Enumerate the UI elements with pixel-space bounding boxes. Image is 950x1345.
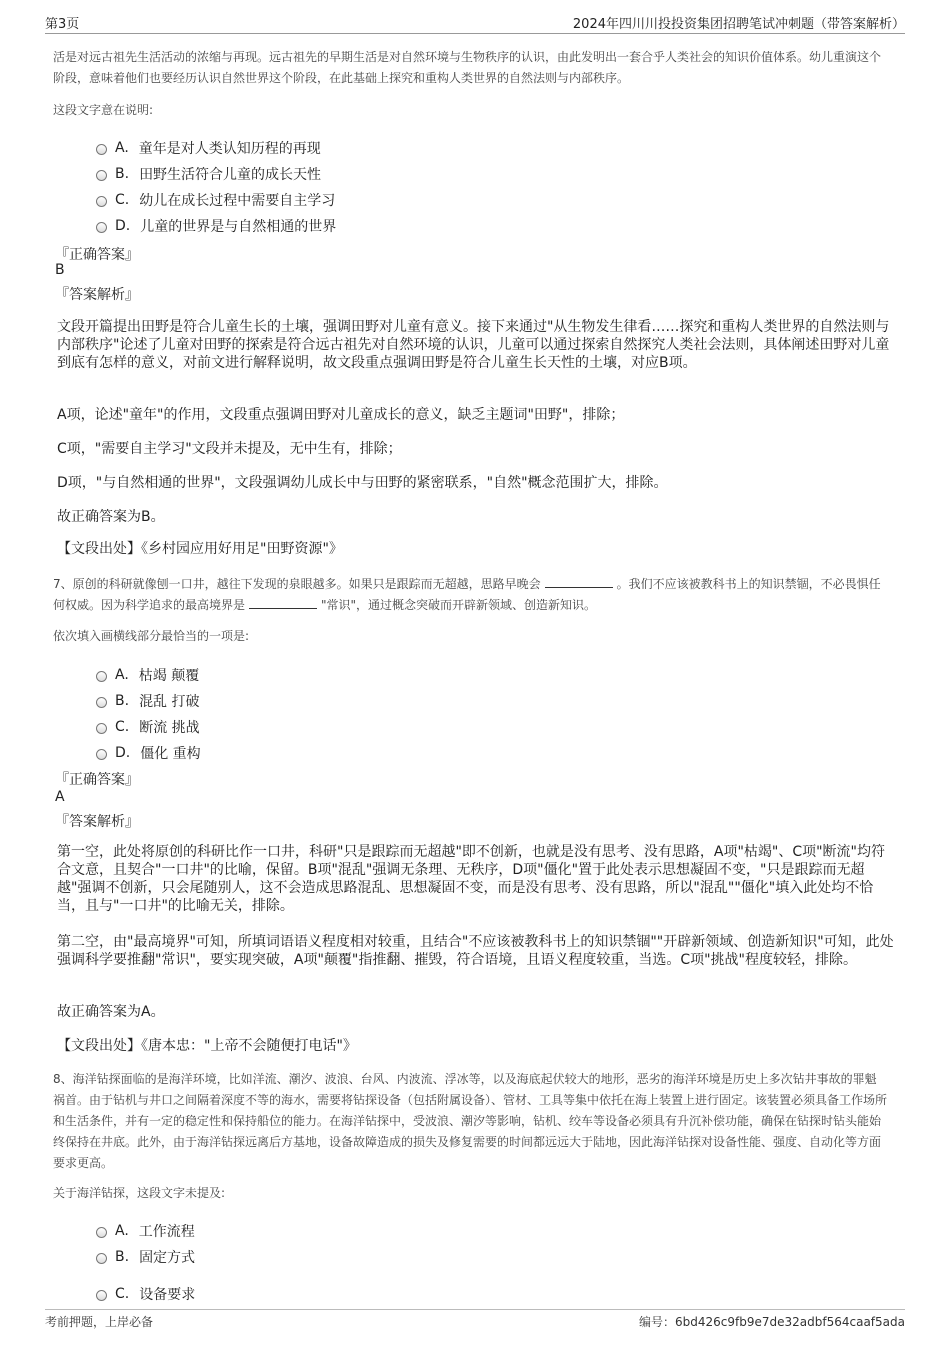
passage-text: 。我们不应该被教科书上的知识禁锢，不必畏惧任何权威。因为科学追求的最高境界是: [53, 577, 881, 612]
option-letter: B.: [115, 693, 130, 709]
q7-prompt: 依次填入画横线部分最恰当的一项是:: [53, 629, 250, 643]
q6-answer: B: [55, 262, 65, 278]
radio-icon[interactable]: [96, 196, 107, 207]
option-text: 断流 挑战: [139, 720, 200, 736]
q7-passage: [53, 574, 888, 616]
option-letter: A.: [115, 1223, 129, 1239]
option-text: 儿童的世界是与自然相通的世界: [140, 219, 337, 235]
q6-analysis-a: A项，论述"童年"的作用，文段重点强调田野对儿童成长的意义，缺乏主题词"田野"，排除；: [57, 407, 625, 423]
option-letter: C.: [115, 1286, 130, 1302]
q6-option-a[interactable]: [96, 138, 321, 158]
q6-option-c[interactable]: [96, 190, 335, 210]
option-text: 田野生活符合儿童的成长天性: [139, 167, 322, 183]
q6-source: 【文段出处】《乡村园应用好用足"田野资源"》: [57, 541, 343, 557]
q8-option-b[interactable]: [96, 1247, 195, 1267]
page-number: 第3页: [45, 17, 80, 32]
radio-icon[interactable]: [96, 723, 107, 734]
radio-icon[interactable]: [96, 671, 107, 682]
q7-source: 【文段出处】《唐本忠："上帝不会随便打电话"》: [57, 1038, 357, 1054]
document-title: 2024年四川川投投资集团招聘笔试冲刺题（带答案解析）: [572, 17, 905, 32]
q6-analysis-main: 文段开篇提出田野是符合儿童生长的土壤，强调田野对儿童有意义。接下来通过"从生物发生律看……探究和重构人类世界的自然法则与内部秩序"论述了儿童对田野的探索是符合远古祖先对自然环境的认识，儿童可以通过探索自然探究人类社会法则，具体阐述田野对儿童到底有怎样的意义，对前文进行解释说明，故文段重点强调田野是符合儿童生长天性的土壤，对应B项。: [57, 319, 890, 371]
blank-1: [545, 577, 613, 588]
radio-icon[interactable]: [96, 1227, 107, 1238]
document-id: 编号：6bd426c9fb9e7de32adbf564caaf5ada: [639, 1315, 905, 1329]
q7-analysis-label: 『答案解析』: [55, 814, 139, 830]
q7-analysis-first: 第一空，此处将原创的科研比作一口井，科研"只是跟踪而无超越"即不创新，也就是没有思考、没有思路，A项"枯竭"、C项"断流"均符合文意，且契合"一口井"的比喻，保留。B项"混乱"强调无条理、无秩序，D项"僵化"置于此处表示思想凝固不变，"只是跟踪而无超越"强调不创新，只会尾随别人，这不会造成思路混乱、思想凝固不变，而是没有思考、没有思路，所以"混乱""僵化"填入此处均不恰当，且与"一口井"的比喻无关，排除。: [57, 844, 885, 914]
option-text: 枯竭 颠覆: [138, 668, 200, 684]
option-text: 设备要求: [139, 1287, 196, 1303]
option-letter: C.: [115, 192, 130, 208]
q6-option-d[interactable]: [96, 216, 336, 236]
footer-divider: [45, 1309, 905, 1310]
option-text: 工作流程: [138, 1224, 195, 1240]
q6-prompt: 这段文字意在说明:: [53, 103, 154, 117]
q8-option-c[interactable]: [96, 1284, 195, 1304]
q6-analysis-d: D项，"与自然相通的世界"，文段强调幼儿成长中与田野的紧密联系，"自然"概念范围扩大，排除。: [57, 475, 668, 491]
q7-option-d[interactable]: [96, 743, 201, 763]
option-text: 童年是对人类认知历程的再现: [138, 141, 321, 157]
passage-text: "常识"，通过概念突破而开辟新领域、创造新知识。: [321, 598, 597, 612]
q7-conclusion: 故正确答案为A。: [57, 1004, 165, 1020]
radio-icon[interactable]: [96, 222, 107, 233]
q7-answer-label: 『正确答案』: [55, 772, 139, 788]
q6-analysis-label: 『答案解析』: [55, 287, 139, 303]
q7-option-a[interactable]: [96, 665, 199, 685]
option-letter: A.: [115, 667, 129, 683]
q6-conclusion: 故正确答案为B。: [57, 509, 165, 525]
radio-icon[interactable]: [96, 749, 107, 760]
radio-icon[interactable]: [96, 1253, 107, 1264]
q7-option-c[interactable]: [96, 717, 200, 737]
option-letter: A.: [115, 140, 129, 156]
radio-icon[interactable]: [96, 697, 107, 708]
q7-answer: A: [55, 789, 65, 805]
option-text: 固定方式: [139, 1250, 196, 1266]
blank-2: [249, 598, 317, 609]
radio-icon[interactable]: [96, 170, 107, 181]
option-letter: D.: [115, 745, 131, 761]
header-divider: [45, 33, 905, 34]
q6-answer-label: 『正确答案』: [55, 247, 139, 263]
option-text: 僵化 重构: [140, 746, 201, 762]
footer-slogan: 考前押题，上岸必备: [45, 1315, 154, 1329]
option-text: 混乱 打破: [139, 694, 200, 710]
q7-option-b[interactable]: [96, 691, 200, 711]
option-letter: B.: [115, 1249, 130, 1265]
q6-passage: 活是对远古祖先生活活动的浓缩与再现。远古祖先的早期生活是对自然环境与生物秩序的认识，由此发明出一套合乎人类社会的知识价值体系。幼儿重演这个阶段，意味着他们也要经历认识自然世界这个阶段，在此基础上探究和重构人类世界的自然法则与内部秩序。: [53, 50, 882, 85]
option-letter: D.: [115, 218, 131, 234]
option-letter: C.: [115, 719, 130, 735]
q6-analysis-c: C项，"需要自主学习"文段并未提及，无中生有，排除；: [57, 441, 402, 457]
q8-passage: 8、海洋钻探面临的是海洋环境，比如洋流、潮汐、波浪、台风、内波流、浮冰等，以及海底起伏较大的地形，恶劣的海洋环境是历史上多次钻井事故的罪魁祸首。由于钻机与井口之间隔着深度不等的海水，需要将钻探设备（包括附属设备）、管材、工具等集中依托在海上装置上进行固定。该装置必须具备工作场所和生活条件，并有一定的稳定性和保持船位的能力。在海洋钻探中，受波浪、潮汐等影响，钻机、绞车等设备必须具有升沉补偿功能，确保在钻探时钻头能始终保持在井底。此外，由于海洋钻探远离后方基地，设备故障造成的损失及修复需要的时间都远远大于陆地，因此海洋钻探对设备性能、强度、自动化等方面要求更高。: [53, 1072, 888, 1170]
q7-analysis-second: 第二空，由"最高境界"可知，所填词语语义程度相对较重，且结合"不应该被教科书上的知识禁锢""开辟新领域、创造新知识"可知，此处强调科学要推翻"常识"，要实现突破，A项"颠覆"指推翻、摧毁，符合语境，且语义程度较重，当选。C项"挑战"程度较轻，排除。: [57, 934, 894, 968]
q8-option-a[interactable]: [96, 1221, 195, 1241]
radio-icon[interactable]: [96, 144, 107, 155]
passage-text: 7、原创的科研就像刨一口井，越往下发现的泉眼越多。如果只是跟踪而无超越，思路早晚会: [53, 577, 541, 591]
option-text: 幼儿在成长过程中需要自主学习: [139, 193, 336, 209]
q8-prompt: 关于海洋钻探，这段文字未提及:: [53, 1186, 226, 1200]
option-letter: B.: [115, 166, 130, 182]
radio-icon[interactable]: [96, 1290, 107, 1301]
q6-option-b[interactable]: [96, 164, 321, 184]
